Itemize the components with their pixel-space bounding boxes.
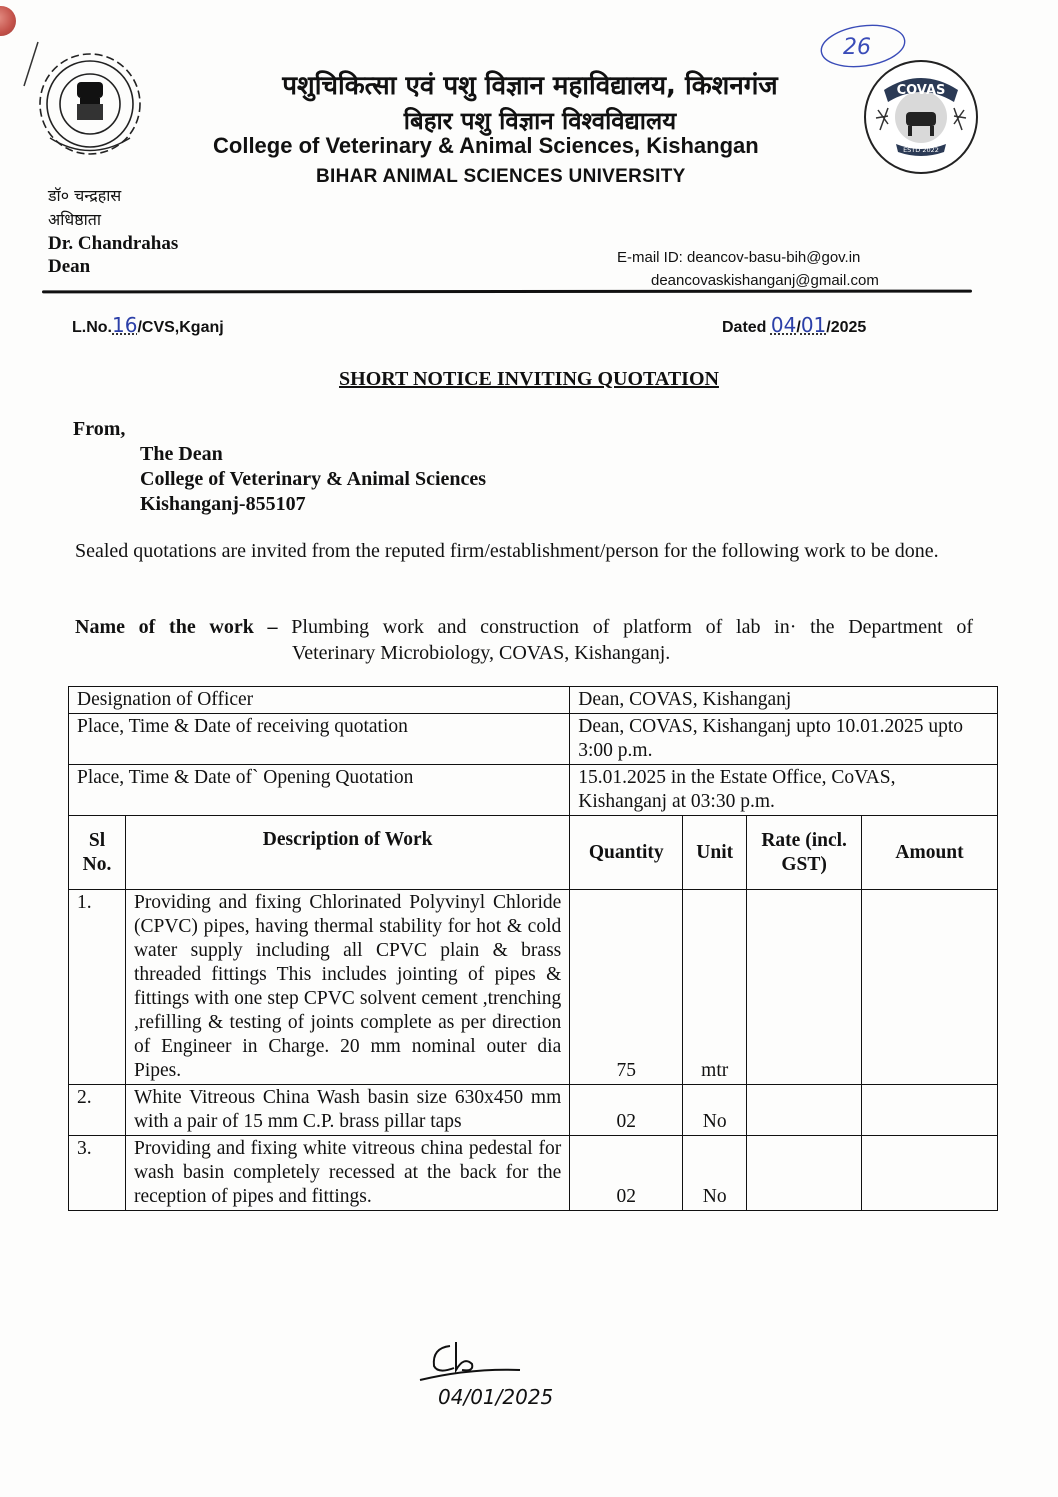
table-row <box>69 1136 998 1211</box>
row-sl: 2. <box>69 1085 126 1136</box>
row-unit: No <box>683 1085 747 1136</box>
header-description: Description of Work <box>125 816 569 890</box>
row-quantity: 02 <box>570 1136 683 1211</box>
sender-title: Dean <box>48 256 91 277</box>
punch-hole-mark <box>0 6 16 36</box>
info-row <box>69 765 998 816</box>
letter-date: Dated 04/01/2025 <box>722 313 867 337</box>
row-unit: mtr <box>683 890 747 1085</box>
from-line-2: College of Veterinary & Animal Sciences <box>140 468 487 490</box>
row-description: White Vitreous China Wash basin size 630x450 mm with a pair of 15 mm C.P. brass pillar taps <box>125 1085 569 1136</box>
table-header-row <box>69 816 998 890</box>
signature-date: 04/01/2025 <box>438 1385 554 1409</box>
sender-name-hindi: डॉ० चन्द्रहास <box>48 186 122 205</box>
from-line-3: Kishanganj-855107 <box>140 493 306 515</box>
header-divider <box>42 290 972 294</box>
work-name: Name of the work – Plumbing work and construction of platform of lab in· the Department of Veterinary Microbiology, COVAS, Kishanganj. <box>75 616 974 664</box>
info-value: 15.01.2025 in the Estate Office, CoVAS, Kishanganj at 03:30 p.m. <box>570 765 998 816</box>
row-quantity: 75 <box>570 890 683 1085</box>
sender-title-hindi: अधिष्ठाता <box>48 210 102 229</box>
info-label: Place, Time & Date of receiving quotation <box>69 714 570 765</box>
info-label: Designation of Officer <box>69 687 570 714</box>
sender-name: Dr. Chandrahas <box>48 233 179 254</box>
row-amount-field[interactable] <box>862 890 998 1085</box>
svg-text:26: 26 <box>843 35 871 60</box>
row-description: Providing and fixing Chlorinated Polyvinyl Chloride (CPVC) pipes, having thermal stability for hot & cold water supply including all CPVC plain & brass threaded fittings This includes jointing of pipes & fittings with one step CPVC solvent cement ,trenching ,refilling & testing of joints complete as per direction of Engineer in Charge. 20 mm nominal outer dia Pipes. <box>125 890 569 1085</box>
row-rate-field[interactable] <box>747 1085 862 1136</box>
letter-number-value: 16 <box>112 313 138 337</box>
info-value: Dean, COVAS, Kishanganj <box>570 687 998 714</box>
row-sl: 3. <box>69 1136 126 1211</box>
from-line-1: The Dean <box>140 443 223 465</box>
header-hindi-college: पशुचिकित्सा एवं पशु विज्ञान महाविद्यालय, किशनगंज <box>282 71 778 101</box>
basu-emblem-icon <box>22 38 152 168</box>
letter-number: L.No.16/CVS,Kganj <box>72 313 224 337</box>
quotation-table <box>68 686 998 1211</box>
email-secondary: deancovaskishanganj@gmail.com <box>651 272 879 289</box>
header-university-name: BIHAR ANIMAL SCIENCES UNIVERSITY <box>316 166 686 187</box>
row-description: Providing and fixing white vitreous china pedestal for wash basin completely recessed at the back for the reception of pipes and fittings. <box>125 1136 569 1211</box>
signature <box>410 1338 590 1418</box>
email-primary: E-mail ID: deancov-basu-bih@gov.in <box>617 249 861 266</box>
row-amount-field[interactable] <box>862 1136 998 1211</box>
table-row <box>69 890 998 1085</box>
svg-text:COVAS: COVAS <box>896 83 946 98</box>
header-hindi-university: बिहार पशु विज्ञान विश्वविद्यालय <box>403 107 677 135</box>
row-amount-field[interactable] <box>862 1085 998 1136</box>
header-quantity: Quantity <box>570 816 683 890</box>
covas-seal-icon <box>862 58 980 176</box>
info-value: Dean, COVAS, Kishanganj upto 10.01.2025 upto 3:00 p.m. <box>570 714 998 765</box>
invitation-paragraph: Sealed quotations are invited from the reputed firm/establishment/person for the following work to be done. <box>75 540 939 562</box>
header-rate: Rate (incl. GST) <box>747 816 862 890</box>
header-college-name: College of Veterinary & Animal Sciences, Kishangan <box>213 133 759 158</box>
from-label: From, <box>73 418 126 440</box>
info-row <box>69 687 998 714</box>
header-sl-no: Sl No. <box>69 816 126 890</box>
info-row <box>69 714 998 765</box>
row-quantity: 02 <box>570 1085 683 1136</box>
row-unit: No <box>683 1136 747 1211</box>
notice-title: SHORT NOTICE INVITING QUOTATION <box>339 368 719 390</box>
header-amount: Amount <box>862 816 998 890</box>
table-row <box>69 1085 998 1136</box>
info-label: Place, Time & Date of` Opening Quotation <box>69 765 570 816</box>
header-unit: Unit <box>683 816 747 890</box>
row-rate-field[interactable] <box>747 1136 862 1211</box>
row-rate-field[interactable] <box>747 890 862 1085</box>
svg-text:ESTD 2022: ESTD 2022 <box>903 146 939 154</box>
row-sl: 1. <box>69 890 126 1085</box>
